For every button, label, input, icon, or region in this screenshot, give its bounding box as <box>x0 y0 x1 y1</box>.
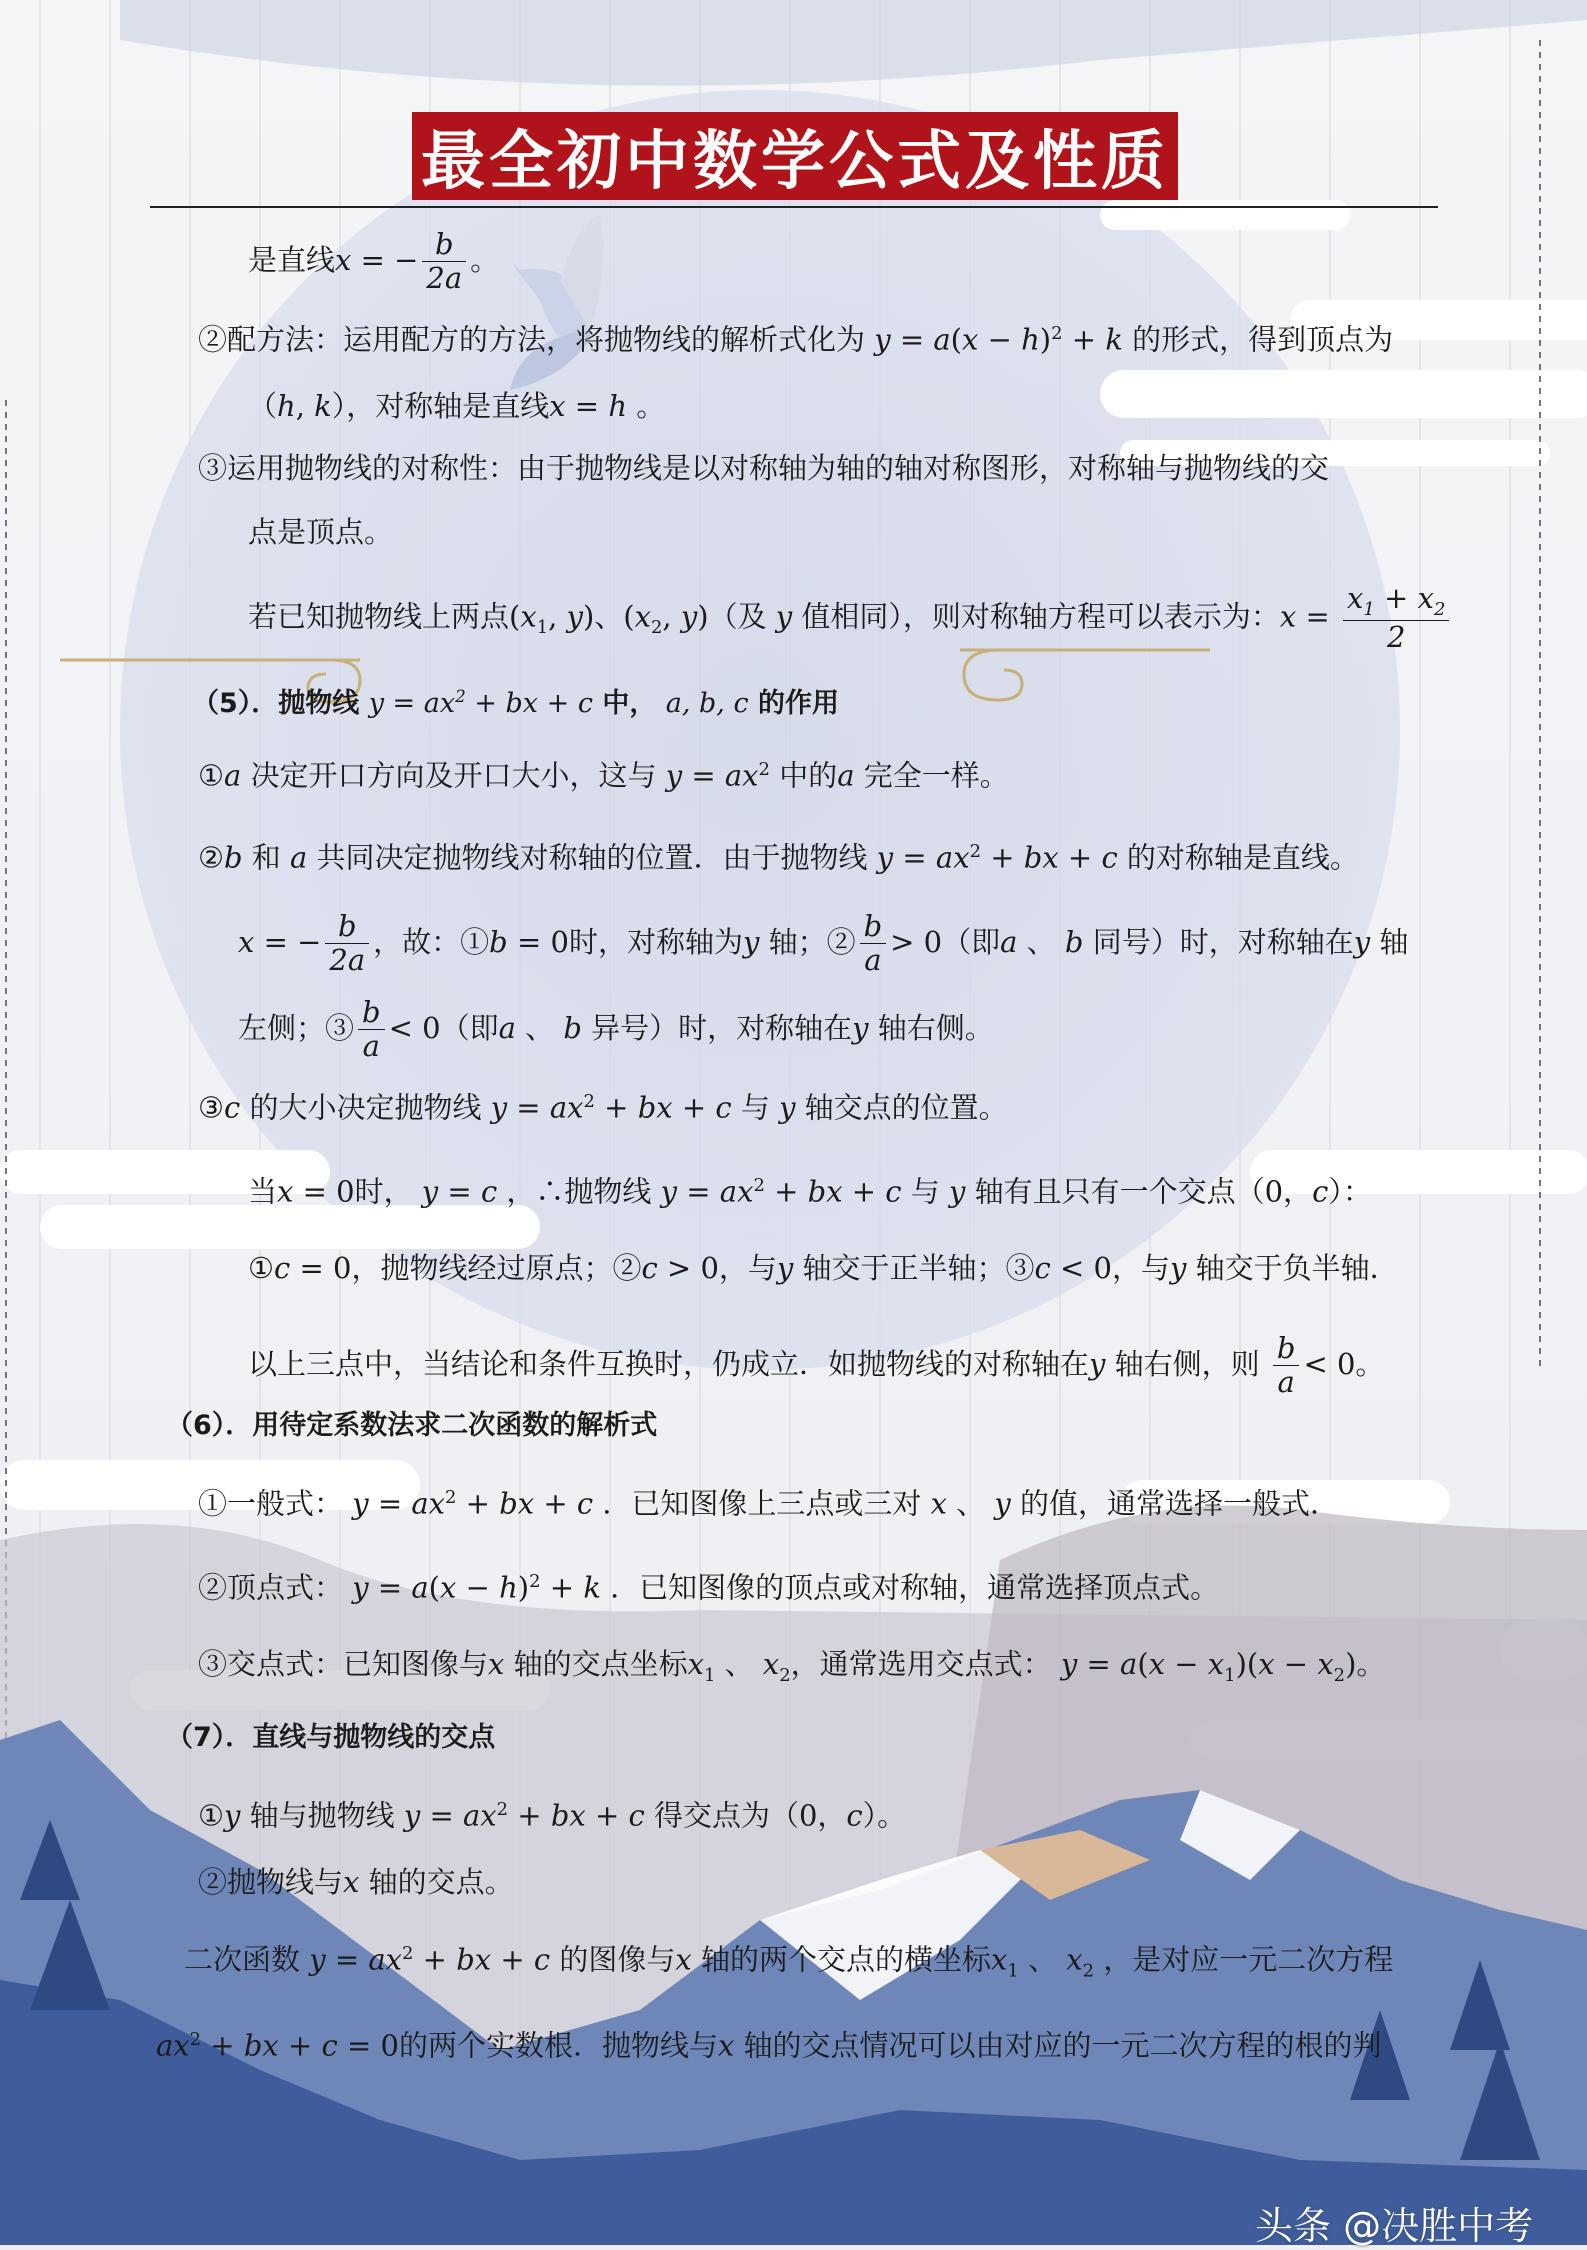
text-line-b-cases: x = − $\frac{b}{2a}$ ，故：①b = 0时，对称轴为y 轴；② $\frac{b}{a}$ > 0（即a 、 b 同号）时，对称轴在y 轴 <box>238 909 1409 978</box>
section-heading-7: （7）．直线与抛物线的交点 <box>166 1722 496 1753</box>
text-line-c-intercept: 当x = 0时， y = c ，∴抛物线 $y = ax^2$ + bx + c 与 y 轴有且只有一个交点（0，c）： <box>248 1174 1372 1209</box>
text-line-c-role: ③c 的大小决定抛物线 $y = ax^2$ + bx + c 与 y 轴交点的位置。 <box>198 1090 1008 1125</box>
text-line-symmetry-cont: 点是顶点。 <box>248 515 394 549</box>
text-line-y-intercept: ①y 轴与抛物线 $y = ax^2$ + bx + c 得交点为（0，c）。 <box>198 1798 907 1833</box>
text-line-general-form: ①一般式： $y = ax^2$ + bx + c ．已知图像上三点或三对 x 、 y 的值，通常选择一般式． <box>198 1486 1340 1521</box>
text-line-b-cases-cont: 左侧；③ $\frac{b}{a}$ < 0（即a 、 b 异号）时，对称轴在y 轴右侧。 <box>238 995 994 1064</box>
text-line-b-role: ②b 和 a 共同决定抛物线对称轴的位置．由于抛物线 $y = ax^2$ + bx + c 的对称轴是直线。 <box>198 840 1359 875</box>
text-line-vertex-form: ②顶点式： $y = a(x - h)^2 + k$ ．已知图像的顶点或对称轴，通常选择顶点式。 <box>198 1570 1220 1605</box>
text-line-roots-cont: $ax^2$ + bx + c = 0的两个实数根．抛物线与x 轴的交点情况可以由对应的一元二次方程的根的判 <box>156 2028 1382 2063</box>
text-line-x-intercept: ②抛物线与x 轴的交点。 <box>198 1865 514 1899</box>
title-underline <box>150 206 1438 208</box>
section-heading-6: （6）．用待定系数法求二次函数的解析式 <box>166 1410 658 1441</box>
text-line-two-points: 若已知抛物线上两点($x_1$, y)、($x_2$, y)（及 y 值相同），则对称轴方程可以表示为：x = $\frac{x_1 + x_2}{2}$ <box>248 582 1453 655</box>
text-line-intercept-form: ③交点式：已知图像与x 轴的交点坐标$x_1$ 、 $x_2$，通常选用交点式： $y = a(x - x_1)(x - x_2)$。 <box>198 1647 1386 1686</box>
text-line-axis: 是直线x = − $\frac{b}{2a}$ 。 <box>248 227 500 296</box>
watermark-text: 头条 @决胜中考 <box>1255 2204 1534 2248</box>
text-line-completing-square: ②配方法：运用配方的方法，将抛物线的解析式化为 $y = a(x - h)^2 + k$ 的形式，得到顶点为 <box>198 322 1394 357</box>
text-line-a-role: ①a 决定开口方向及开口大小，这与 $y = ax^2$ 中的a 完全一样。 <box>198 758 1009 793</box>
section-heading-5: （5）．抛物线 $y = ax^2$ + bx + c 中， a, b, c 的作用 <box>192 686 840 719</box>
text-line-symmetry: ③运用抛物线的对称性：由于抛物线是以对称轴为轴的轴对称图形，对称轴与抛物线的交 <box>198 451 1330 485</box>
text-line-roots: 二次函数 $y = ax^2$ + bx + c 的图像与x 轴的两个交点的横坐标$x_1$ 、 $x_2$ ，是对应一元二次方程 <box>184 1942 1394 1982</box>
page-title: 最全初中数学公式及性质 <box>412 112 1178 200</box>
text-line-c-cases: ①c = 0，抛物线经过原点；②c > 0，与y 轴交于正半轴；③c < 0，与y 轴交于负半轴． <box>248 1251 1399 1285</box>
text-line-converse: 以上三点中，当结论和条件互换时，仍成立．如抛物线的对称轴在y 轴右侧，则 $\frac{b}{a}$ < 0。 <box>248 1331 1385 1400</box>
text-line-vertex: （h, k），对称轴是直线x = h 。 <box>248 389 666 423</box>
